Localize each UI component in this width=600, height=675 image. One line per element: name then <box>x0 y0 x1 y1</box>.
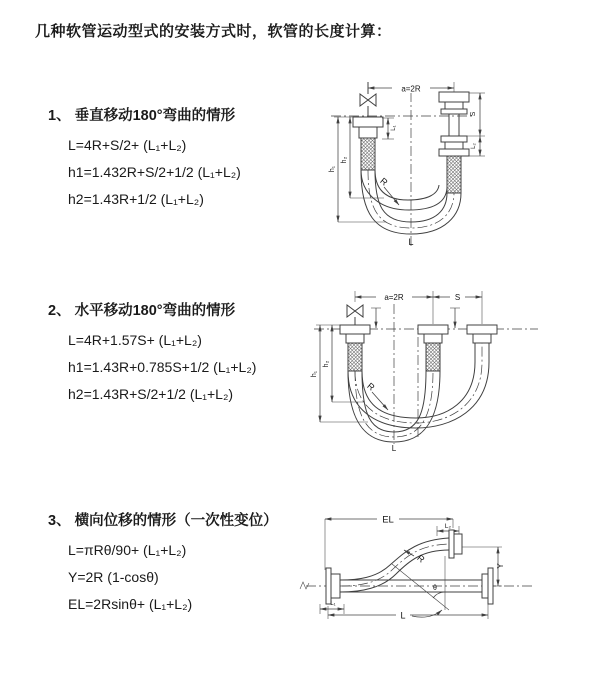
dim-label-h1: h₁ <box>311 370 318 378</box>
radius-label: R <box>415 552 427 565</box>
formula-line: L=4R+1.57S+ (L₁+L₂) <box>68 332 202 348</box>
formula-line: EL=2Rsinθ+ (L₁+L₂) <box>68 596 193 612</box>
formula-line: h2=1.43R+1/2 (L₁+L₂) <box>68 191 204 207</box>
hose-curves <box>348 343 489 442</box>
dim-label-y: Y <box>496 563 505 569</box>
section-2 <box>48 299 310 408</box>
radius-arrow <box>404 550 414 556</box>
section-1 <box>48 104 310 213</box>
braided-section-middle <box>426 343 440 371</box>
formula-line: h2=1.43R+S/2+1/2 (L₁+L₂) <box>68 386 234 402</box>
valve-icon <box>347 305 363 325</box>
section-1-heading: 1、 垂直移动180°弯曲的情形 <box>48 108 236 124</box>
right-flange <box>482 568 493 604</box>
dim-label-span: a=2R <box>401 84 421 94</box>
section-3 <box>48 509 310 618</box>
section-2-heading: 2、 水平移动180°弯曲的情形 <box>48 303 236 319</box>
diagram-lateral-displacement <box>292 498 600 648</box>
radius-label: R <box>378 175 390 188</box>
dim-label-l1: L₁ <box>330 601 336 607</box>
formula-line: h1=1.432R+S/2+1/2 (L₁+L₂) <box>68 164 241 180</box>
left-flange <box>326 568 340 604</box>
radius-arrow <box>372 392 388 410</box>
braided-section-left <box>361 138 375 170</box>
dim-label-h2: h₂ <box>341 156 348 164</box>
diagram-horizontal-180-bend <box>298 282 598 454</box>
right-connector <box>439 92 469 156</box>
radius-label: R <box>365 380 377 393</box>
formula-line: L=4R+S/2+ (L₁+L₂) <box>68 137 187 153</box>
dim-label-l1: L₁ <box>391 125 397 131</box>
dim-label-l2: L₂ <box>444 523 452 530</box>
section-3-heading: 3、 横向位移的情形（一次性变位） <box>48 513 278 529</box>
dim-span-top <box>355 291 482 324</box>
valve-icon <box>360 82 376 117</box>
top-flange <box>449 530 462 558</box>
braided-section-right <box>447 156 461 193</box>
dim-label-s: S <box>454 293 461 302</box>
dim-l <box>328 598 488 620</box>
radius-arrow <box>384 187 399 205</box>
s-curve-hose <box>340 538 449 592</box>
left-flange <box>340 325 370 343</box>
angle-label: θ <box>433 585 437 592</box>
dim-label-h1: h₁ <box>329 165 336 173</box>
angle-construction <box>392 556 449 617</box>
length-label: L <box>400 610 406 621</box>
formula-line: Y=2R (1-cosθ) <box>68 569 159 585</box>
dim-label-h2: h₂ <box>323 360 330 368</box>
page-title: 几种软管运动型式的安装方式时，软管的长度计算： <box>35 23 392 40</box>
middle-flange <box>418 325 448 343</box>
formula-line: h1=1.43R+0.785S+1/2 (L₁+L₂) <box>68 359 257 375</box>
dim-label-s: S <box>470 111 477 117</box>
length-label: L <box>391 444 397 453</box>
dim-label-l2: L₂ <box>471 143 477 149</box>
dim-label-el: EL <box>382 514 394 526</box>
length-label: L <box>408 237 414 247</box>
braided-section-left <box>348 343 362 371</box>
formula-line: L=πRθ/90+ (L₁+L₂) <box>68 542 187 558</box>
left-flange <box>353 117 383 138</box>
diagram-vertical-180-bend <box>306 74 598 254</box>
dim-label-span: a=2R <box>384 293 404 302</box>
